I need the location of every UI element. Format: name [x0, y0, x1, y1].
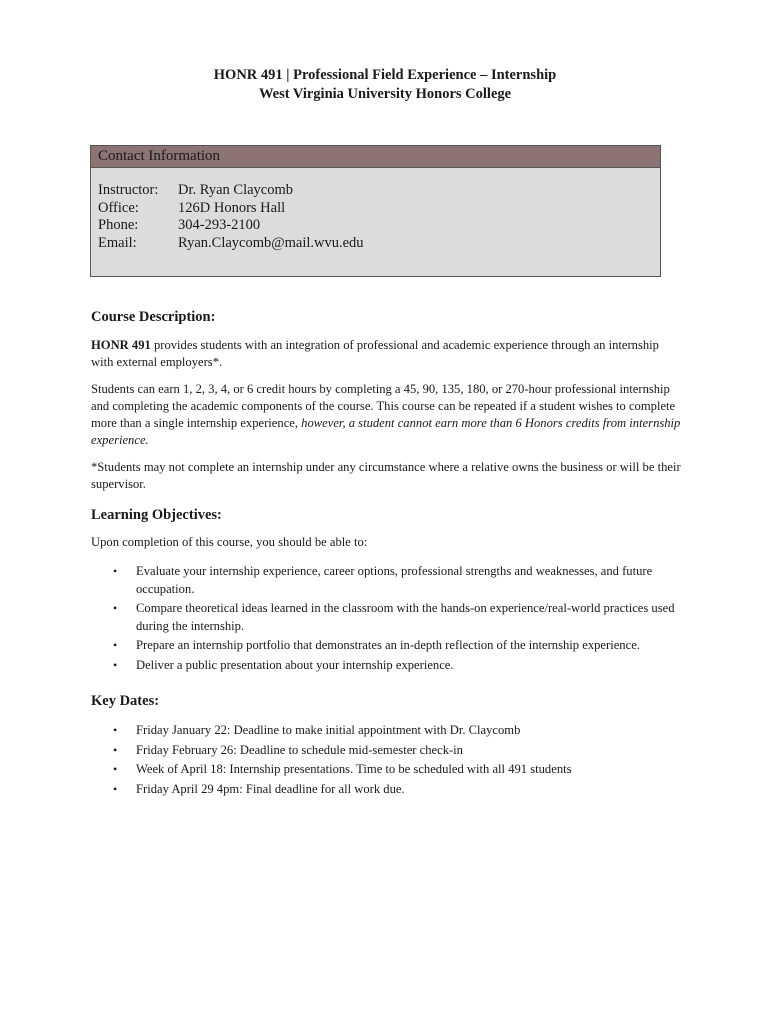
bullet-icon: • [113, 564, 118, 578]
list-item: • Prepare an internship portfolio that demonstrates an in-depth reflection of the internship experience. [91, 637, 681, 655]
list-item: • Compare theoretical ideas learned in the classroom with the hands-on experience/real-world practices used during the internship. [113, 601, 675, 633]
bullet-icon: • [113, 781, 118, 796]
course-description-paragraph-1: HONR 491 provides students with an integration of professional and academic experience through an internship with external employers*. [91, 338, 659, 369]
list-item: • Week of April 18: Internship presentations. Time to be scheduled with all 491 students [91, 761, 681, 779]
key-dates-heading: Key Dates: [91, 693, 160, 709]
contact-label: Office: [98, 199, 139, 216]
list-item: • Friday February 26: Deadline to schedule mid-semester check-in [91, 742, 681, 760]
list-item: • Evaluate your internship experience, career options, professional strengths and weaknesses, and future occupation. [113, 564, 653, 596]
contact-information-box [90, 145, 661, 277]
contact-label: Instructor: [98, 182, 159, 198]
contact-value: 304-293-2100 [178, 217, 261, 233]
course-description-footnote: *Students may not complete an internship under any circumstance where a relative owns the business or will be their supervisor. [91, 460, 681, 491]
email-link[interactable]: Ryan.Claycomb@mail.wvu.edu [178, 234, 364, 251]
course-description-section [91, 308, 681, 493]
learning-objectives-list [91, 563, 681, 674]
bullet-icon: • [113, 723, 118, 737]
credit-limit-note: however, a student cannot earn more than 6 Honors credits from internship experience. [91, 416, 681, 447]
list-item: • Friday January 22: Deadline to make initial appointment with Dr. Claycomb [91, 722, 681, 740]
learning-objectives-intro: Upon completion of this course, you should be able to: [91, 535, 368, 549]
contact-label: Phone: [98, 217, 139, 233]
bullet-icon: • [113, 638, 118, 652]
bullet-icon: • [113, 601, 118, 615]
contact-value: Dr. Ryan Claycomb [178, 182, 294, 198]
contact-row-instructor [98, 182, 364, 200]
course-description-heading: Course Description: [91, 309, 216, 325]
course-title: HONR 491 | Professional Field Experience – Internship [213, 67, 557, 83]
bullet-icon: • [113, 742, 118, 757]
contact-value: 126D Honors Hall [178, 199, 286, 216]
course-description-paragraph-2: Students can earn 1, 2, 3, 4, or 6 credit hours by completing a 45, 90, 135, 180, or 270-hour professional internship and completing the academic components of the course. This course can be repeated if a student wishes to complete more than a single internship experience, however, a student cannot earn more than 6 Honors credits from internship experience. [91, 382, 681, 447]
college-name: West Virginia University Honors College [258, 86, 512, 102]
bullet-icon: • [113, 657, 118, 672]
bullet-icon: • [113, 762, 118, 776]
key-dates-list [91, 722, 681, 798]
list-item: • Friday April 29 4pm: Final deadline for all work due. [91, 781, 681, 799]
key-dates-section [91, 692, 681, 798]
learning-objectives-heading: Learning Objectives: [91, 507, 222, 523]
learning-objectives-section [91, 506, 681, 674]
list-item: • Deliver a public presentation about your internship experience. [91, 657, 681, 675]
contact-row-office [98, 200, 364, 218]
course-code: HONR 491 [91, 338, 151, 352]
contact-information-title: Contact Information [91, 146, 660, 168]
contact-row-phone [98, 217, 364, 235]
contact-row-email [98, 235, 364, 253]
document-header [0, 66, 770, 104]
contact-rows [98, 182, 364, 252]
contact-label: Email: [98, 234, 137, 251]
